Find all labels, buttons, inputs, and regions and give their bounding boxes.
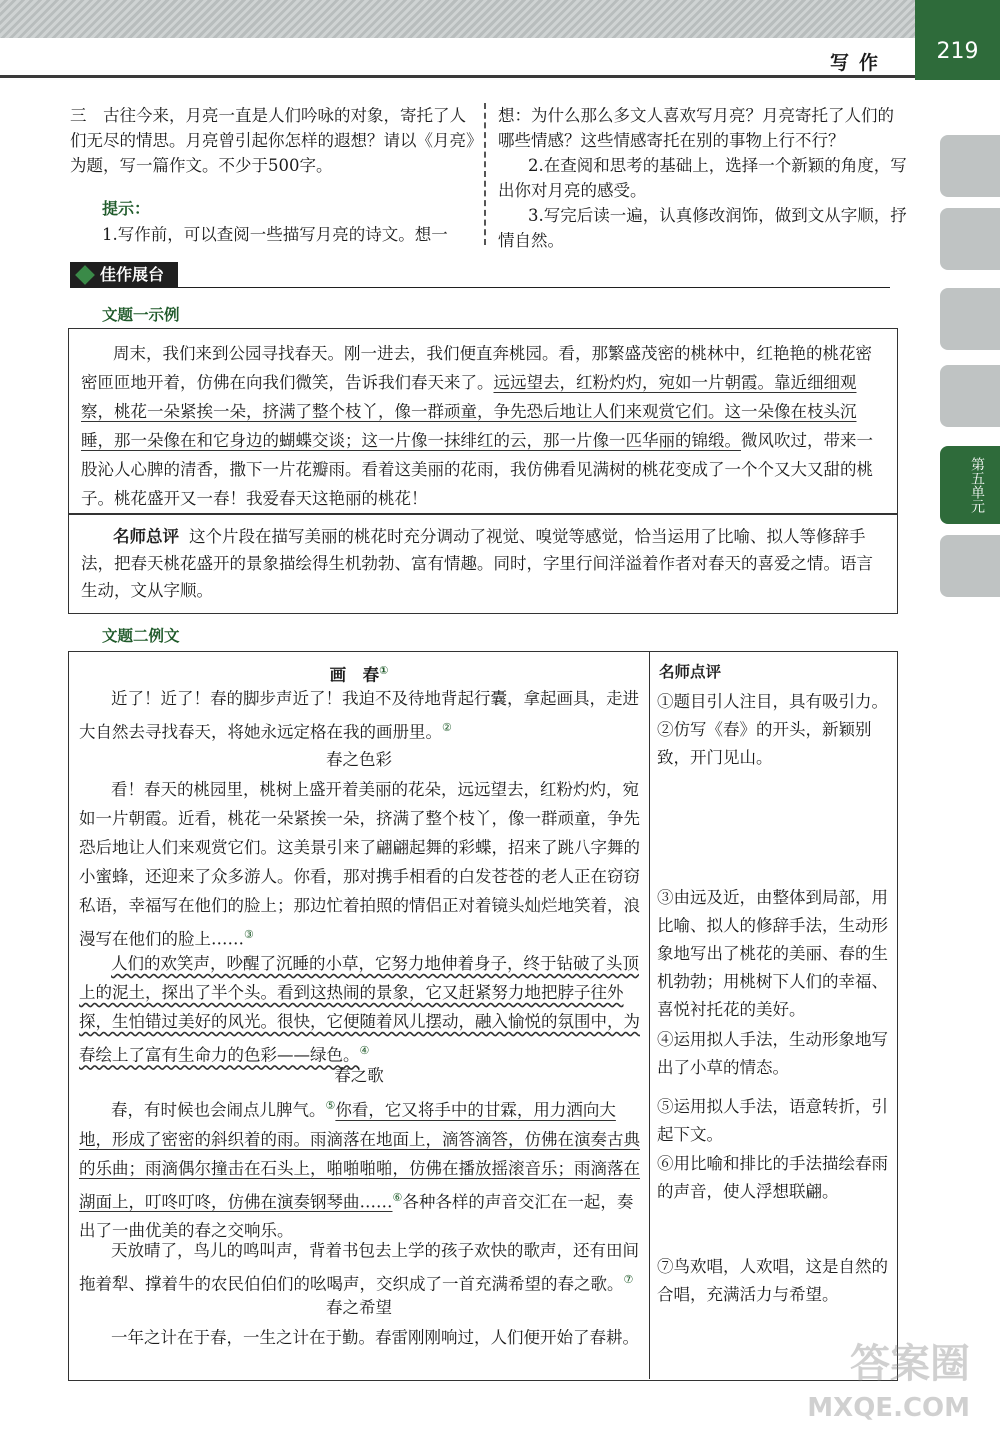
note-6: ⑥用比喻和排比的手法描绘春雨的声音，使人浮想联翩。 — [657, 1154, 888, 1201]
marker-5: ⑤ — [325, 1099, 336, 1112]
banner-rule — [70, 287, 890, 288]
example1-review — [81, 523, 886, 604]
song-para-1c: 各种各样的声音交汇在一起，奏出了一曲优美的春之交响乐。 — [79, 1192, 634, 1240]
song-para-1a: 春，有时候也会闹点儿脾气。 — [111, 1100, 326, 1120]
hint-heading: 提示： — [102, 199, 151, 218]
note-2: ②仿写《春》的开头，新颖别致，开门见山。 — [657, 720, 872, 767]
column-divider — [484, 103, 486, 245]
essay-title-text: 画 春 — [329, 665, 380, 685]
marker-1: ① — [379, 664, 389, 677]
example1-part-c: 微风吹过，带来一股沁人心脾的清香，撒下一片花瓣雨。看着这美丽的花雨，我仿佛看见满树的桃花变成了一个个又大又甜的桃子。桃花盛开又一春！我爱春天这艳丽的桃花！ — [81, 431, 873, 508]
side-tab-unit1[interactable] — [940, 135, 1000, 197]
subheading-color: 春之色彩 — [326, 750, 392, 769]
showcase-banner: 佳作展台 — [70, 262, 178, 288]
example1-heading: 文题一示例 — [102, 306, 180, 324]
example1-part-b-underlined: 远远望去，红粉灼灼，宛如一片朝霞。靠近细细观察，桃花一朵紧挨一朵，挤满了整个枝丫，像一群顽童，争先恐后地让人们来观赏它们。这一朵像在枝头沉睡，那一朵像在和它身边的蝴蝶交谈；这一片像一抹绯红的云，那一片像一匹华丽的锦缎。 — [81, 373, 857, 450]
example1-review-box — [68, 514, 898, 614]
side-tab-unit4[interactable] — [940, 365, 1000, 427]
song-para-2-text: 天放晴了，鸟儿的鸣叫声，背着书包去上学的孩子欢快的歌声，还有田间拖着犁、撑着牛的农民伯伯们的吆喝声，交织成了一首充满希望的春之歌。 — [79, 1241, 639, 1294]
note-4: ④运用拟人手法，生动形象地写出了小草的情态。 — [657, 1030, 888, 1077]
intro-text: 近了！近了！春的脚步声近了！我迫不及待地背起行囊，拿起画具，走进大自然去寻找春天，将她永远定格在我的画册里。 — [79, 689, 639, 742]
side-tab-unit2[interactable] — [940, 208, 1000, 270]
subheading-song: 春之歌 — [334, 1066, 384, 1085]
prompt-text: 三 古往今来，月亮一直是人们吟咏的对象，寄托了人们无尽的情思。月亮曾引起你怎样的遐想？请以《月亮》为题，写一篇作文。不少于500字。 — [70, 106, 475, 175]
color-para-1-text: 看！春天的桃园里，桃树上盛开着美丽的花朵，远远望去，红粉灼灼，宛如一片朝霞。近看，桃花一朵紧挨一朵，挤满了整个枝丫，像一群顽童，争先恐后地让人们来观赏它们。这美景引来了翩翩起舞的彩蝶，招来了跳八字舞的小蜜蜂，还迎来了众多游人。你看，那对携手相看的白发苍苍的老人正在窃窃私语，幸福写在他们的脸上；那边忙着拍照的情侣正对着镜头灿烂地笑着，浪漫写在他们的脸上…… — [79, 780, 640, 949]
header-rule — [0, 75, 915, 78]
marker-7: ⑦ — [623, 1273, 634, 1286]
side-tab-unit6[interactable] — [940, 535, 1000, 597]
page-number: 219 — [915, 0, 1000, 80]
color-para-2-wavy: 人们的欢笑声，吵醒了沉睡的小草，它努力地伸着身子，终于钻破了头顶上的泥土，探出了半个头。看到这热闹的景象，它又赶紧努力地把脖子往外探，生怕错过美好的风光。很快，它便随着风儿摆动，融入愉悦的氛围中，为春绘上了富有生命力的色彩——绿色。 — [79, 954, 640, 1065]
example2-column-rule — [649, 652, 650, 1379]
hint-2: 2.在查阅和思考的基础上，选择一个新颖的角度，写出你对月亮的感受。 — [498, 156, 907, 200]
side-tab-unit3[interactable] — [940, 288, 1000, 350]
example2-box — [68, 651, 898, 1381]
song-para-1b-underlined: 你看，它又将手中的甘霖，用力洒向大地，形成了密密的斜织着的雨。雨滴落在地面上，滴答滴答，仿佛在演奏古典的乐曲；雨滴偶尔撞击在石头上，啪啪啪啪，仿佛在播放摇滚音乐；雨滴落在湖面上，叮咚叮咚，仿佛在演奏钢琴曲…… — [79, 1100, 640, 1211]
marker-2: ② — [442, 721, 452, 734]
subheading-hope: 春之希望 — [326, 1298, 392, 1317]
header-pattern-band — [0, 0, 915, 38]
note-5: ⑤运用拟人手法，语意转折，引起下文。 — [657, 1097, 888, 1144]
note-3: ③由远及近，由整体到局部，用比喻、拟人的修辞手法，生动形象地写出了桃花的美丽、春的生机勃勃；用桃树下人们的幸福、喜悦衬托花的美好。 — [657, 888, 888, 1019]
example2-heading: 文题二例文 — [102, 627, 180, 645]
watermark-line-1: 答案圈 — [850, 1341, 970, 1387]
hope-para: 一年之计在于春，一生之计在于勤。春雷刚刚响过，人们便开始了春耕。 — [111, 1328, 639, 1347]
marker-3: ③ — [244, 928, 254, 941]
hint-3: 3.写完后读一遍，认真修改润饰，做到文从字顺，抒情自然。 — [498, 206, 907, 250]
marker-6: ⑥ — [392, 1190, 403, 1204]
example1-box — [68, 328, 898, 514]
watermark-logo — [807, 1342, 970, 1430]
song-para-1 — [79, 1091, 641, 1245]
note-7: ⑦鸟欢唱，人欢唱，这是自然的合唱，充满活力与希望。 — [657, 1257, 888, 1304]
note-1: ①题目引人注目，具有吸引力。 — [657, 692, 888, 711]
review-text: 这个片段在描写美丽的桃花时充分调动了视觉、嗅觉等感觉，恰当运用了比喻、拟人等修辞手法，把春天桃花盛开的景象描绘得生机勃勃、富有情趣。同时，字里行间洋溢着作者对春天的喜爱之情。语言生动，文从字顺。 — [81, 527, 873, 600]
review-label: 名师总评 — [113, 527, 179, 546]
color-para-2 — [79, 949, 641, 1070]
example1-part-a: 周末，我们来到公园寻找春天。刚一进去，我们便直奔桃园。看，那繁盛茂密的桃林中，红艳艳的桃花密密匝匝地开着，仿佛在向我们微笑，告诉我们春天来了。 — [81, 344, 872, 392]
section-title: 写作 — [830, 52, 889, 74]
color-para-1 — [79, 775, 641, 954]
notes-heading: 名师点评 — [659, 663, 722, 681]
hint-1-continued: 想：为什么那么多文人喜欢写月亮？月亮寄托了人们的哪些情感？这些情感寄托在别的事物上行不行？ — [498, 106, 894, 150]
marker-4: ④ — [359, 1044, 370, 1057]
side-tab-unit5-active[interactable]: 第五单元 — [940, 446, 1000, 524]
hint-1-start: 1.写作前，可以查阅一些描写月亮的诗文。想一 — [102, 225, 448, 244]
example1-passage — [81, 339, 886, 513]
song-para-2 — [79, 1236, 641, 1299]
essay-intro — [79, 684, 641, 747]
watermark-line-2: MXQE.COM — [807, 1393, 970, 1423]
